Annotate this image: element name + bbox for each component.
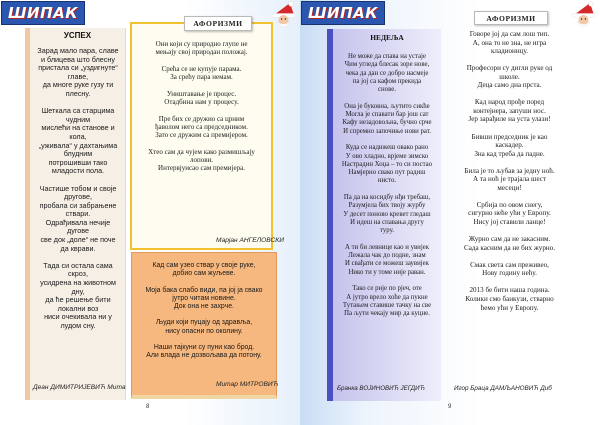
aphorisms-text-1: Они који су природно глупе не мењају свој природан положај. Срећа се не купује парама. За срећу пара немам. Уништавање је процес. Отадбина нам у процесу. Пре бих се дружио са црним ђаволом него са председником. Зато се дружим са премијером. Хтео сам да чујем како размишљају лопови. Интервјуисао сам премијера. [148, 40, 255, 173]
aphorisms-title-box-right [474, 11, 548, 25]
poem-text: Зарад мало пара, славе и блицева што блесну пристала си „уздигнуте“ главе, да многе руке гузу ти плесну. Шеткала са старцима чудним мислећи на станове и кола, „уживала“ у дахтањима блудним потрошивши тако младости пола. Частише тобом и своје другове, пробала си забрањене ствари. Одрађивала нечије дугове све док „доле“ не поче да кврави. Тада си остала сама скроз, усидрена на животном дну, да ће решење бити локални воз ниси очекивала ни у лудом сну. [37, 46, 119, 330]
aphorisms-signature-2: Митар МИТРОВИЋ [216, 381, 279, 388]
aphorisms-box-orange [131, 252, 277, 399]
poem-text-right: Не може да спава на устаје Чим угледа блесак зоре нове, чека да дан се добро насмеје па јој са кафом прекида снове. Она је буковна, љутито сикће Могла је спавати бар још сат Кафу незадовољна, бучно срче И спремно започиње нови рат. Куда се надижеш овако рано У ово хладно, врјеме зимско Настрадин Хоџа – то си постао Намјерно свако пут радиш нисто. Па да на косидбу нђи требаш, Разумјела бих твоју журбу У десет поново кревет гледаш И идеш на спавања другу туру. А ти би левнице као и увијек Лежала чак до подне, знам И свађати се можеш заувијек Нико ти у томе није раван. Тако се рије по рјеч, оте А јутро врело хоће да пукне Тутањем ставише тачку на све Па љути чекају мир да куцне. [341, 53, 433, 318]
poem-heading-right: НЕДЕЉА [370, 33, 404, 42]
aphorisms-text-2: Кад сам узео ствар у своје руке, добио сам жуљеве. Моја бака слабо види, па јој ја свако јутро читам новине. Док она не захрче. Људи који пуцају од здравља, нису опасни по околину. Наши тајкуни су пуни као брод. Али влада не дозвољава да потону. [145, 262, 263, 360]
right-page [300, 0, 600, 425]
aphorisms-signature-right: Игор Браца ДАМЉАНОВИЋ Диб [454, 385, 552, 392]
page-number-left: 8 [146, 404, 150, 410]
sipak-logo-left [1, 1, 85, 25]
aphorisms-title-box-left [184, 16, 252, 31]
aphorisms-box-yellow [130, 22, 284, 250]
aphorisms-column-right [446, 18, 573, 403]
poem-signature: Деан ДИМИТРИЈЕВИЋ Мита [33, 384, 126, 391]
logo-text-right: ШИПАК [307, 4, 378, 22]
aphorisms-title-left: АФОРИЗМИ [193, 19, 243, 28]
logo-text-left: ШИПАК [7, 4, 78, 22]
poem-column-left [25, 28, 126, 400]
page-number-right: 9 [448, 404, 452, 410]
sipak-logo-right [301, 1, 385, 25]
aphorisms-signature-1: Марјан АНГЕЛОВСКИ [216, 237, 284, 244]
aphorisms-title-right: АФОРИЗМИ [486, 13, 536, 23]
poem-heading: УСПЕХ [63, 31, 92, 40]
poem-signature-right: Бранка ВОЈИНОВИЋ ЈЕГДИЋ [337, 385, 425, 392]
aphorisms-text-right: Говоре јој да сам лош тип. А, она то не зна, не игра кладионицу. Професори су дигли руке од школе. Деца само дна прста. Кад народ прође поред контејнера, запуши нос. Јер зарађиле на уста улази! Бивши председник је као каскадер. Зна кад треба да падне. Била је то љубав за једну ноћ. А та ноћ је трајала шест месеци! Србија по овом снегу, сигурно неће ући у Европу. Нису јој ставили ланце! Журно сам да не закасним. Сада касним да не бих журно. Смак света сам преживео, Нову годину нећу. 2013 бе бити наша година. Колики смо банкузи, стварно ћемо ући у Европу. [464, 30, 555, 312]
poem-column-right [327, 29, 441, 401]
